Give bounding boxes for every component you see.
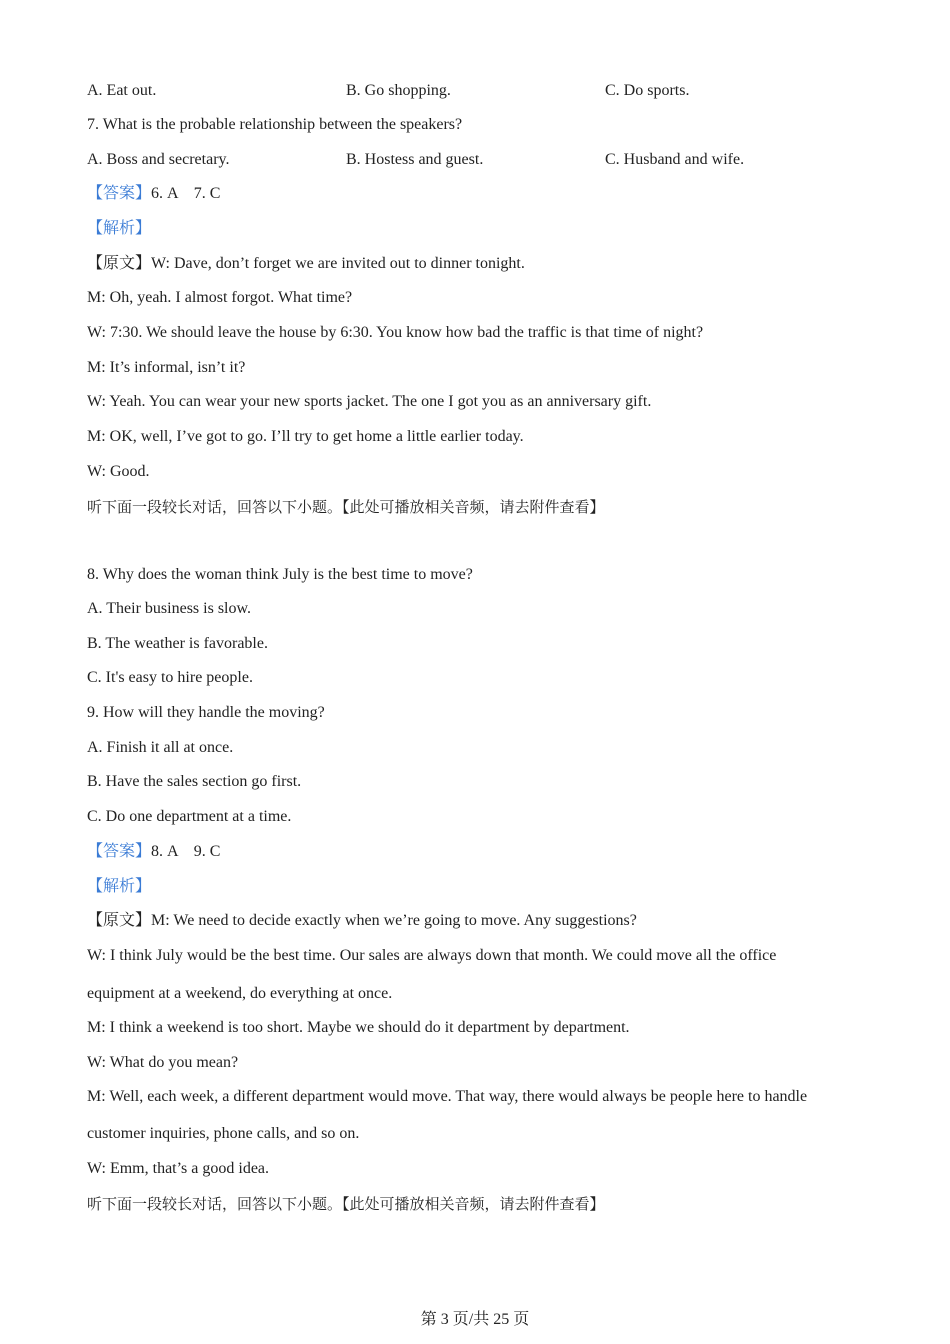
analysis-tag: 【解析】: [87, 878, 152, 895]
transcript-text: M: We need to decide exactly when we’re going to move. Any suggestions?: [151, 912, 637, 929]
q9-option-c: C. Do one department at a time.: [87, 808, 292, 825]
transcript-line: M: OK, well, I’ve got to go. I’ll try to get home a little earlier today.: [87, 428, 524, 445]
q7-option-c: C. Husband and wife.: [605, 151, 745, 168]
transcript-line: [87, 254, 525, 274]
transcript-line: W: I think July would be the best time. Our sales are always down that month. We could move all the office: [87, 947, 777, 964]
transcript-line: M: Well, each week, a different department would move. That way, there would always be people here to handle: [87, 1088, 808, 1105]
transcript-tag: 【原文】: [87, 912, 152, 929]
transcript-line: W: Good.: [87, 463, 150, 480]
q8-question: 8. Why does the woman think July is the best time to move?: [87, 566, 473, 583]
transcript-line: customer inquiries, phone calls, and so on.: [87, 1125, 360, 1142]
listen-instruction: 听下面一段较长对话，回答以下小题。【此处可播放相关音频，请去附件查看】: [87, 498, 605, 516]
analysis-tag: 【解析】: [87, 220, 152, 237]
answer-line-1: [87, 184, 220, 204]
q7-option-a: A. Boss and secretary.: [87, 151, 230, 168]
transcript-line: M: Oh, yeah. I almost forgot. What time?: [87, 289, 353, 306]
transcript-line: M: It’s informal, isn’t it?: [87, 359, 246, 376]
answer-tag: 【答案】: [87, 185, 152, 202]
transcript-line: W: Emm, that’s a good idea.: [87, 1160, 270, 1177]
q8-option-a: A. Their business is slow.: [87, 600, 251, 617]
q6-option-a: A. Eat out.: [87, 82, 157, 99]
page-footer: 第 3 页/共 25 页: [420, 1311, 530, 1328]
transcript-text: W: Dave, don’t forget we are invited out to dinner tonight.: [151, 255, 525, 272]
q9-option-b: B. Have the sales section go first.: [87, 773, 302, 790]
answer-text: 8. A 9. C: [151, 843, 221, 860]
answer-tag: 【答案】: [87, 843, 152, 860]
q7-option-b: B. Hostess and guest.: [346, 151, 484, 168]
transcript-line: W: Yeah. You can wear your new sports jacket. The one I got you as an anniversary gift.: [87, 393, 652, 410]
answer-line-2: [87, 842, 220, 862]
q8-option-b: B. The weather is favorable.: [87, 635, 268, 652]
q8-option-c: C. It's easy to hire people.: [87, 669, 253, 686]
q6-option-c: C. Do sports.: [605, 82, 690, 99]
transcript-line: W: What do you mean?: [87, 1054, 239, 1071]
q9-option-a: A. Finish it all at once.: [87, 739, 234, 756]
q9-question: 9. How will they handle the moving?: [87, 704, 325, 721]
transcript-line: W: 7:30. We should leave the house by 6:30. You know how bad the traffic is that time of night?: [87, 324, 704, 341]
transcript-line: equipment at a weekend, do everything at once.: [87, 985, 393, 1002]
transcript-line: [87, 911, 637, 931]
answer-text: 6. A 7. C: [151, 185, 221, 202]
transcript-tag: 【原文】: [87, 255, 152, 272]
q6-option-b: B. Go shopping.: [346, 82, 451, 99]
q7-question: 7. What is the probable relationship between the speakers?: [87, 116, 463, 133]
transcript-line: M: I think a weekend is too short. Maybe we should do it department by department.: [87, 1019, 630, 1036]
listen-instruction: 听下面一段较长对话，回答以下小题。【此处可播放相关音频，请去附件查看】: [87, 1195, 605, 1213]
